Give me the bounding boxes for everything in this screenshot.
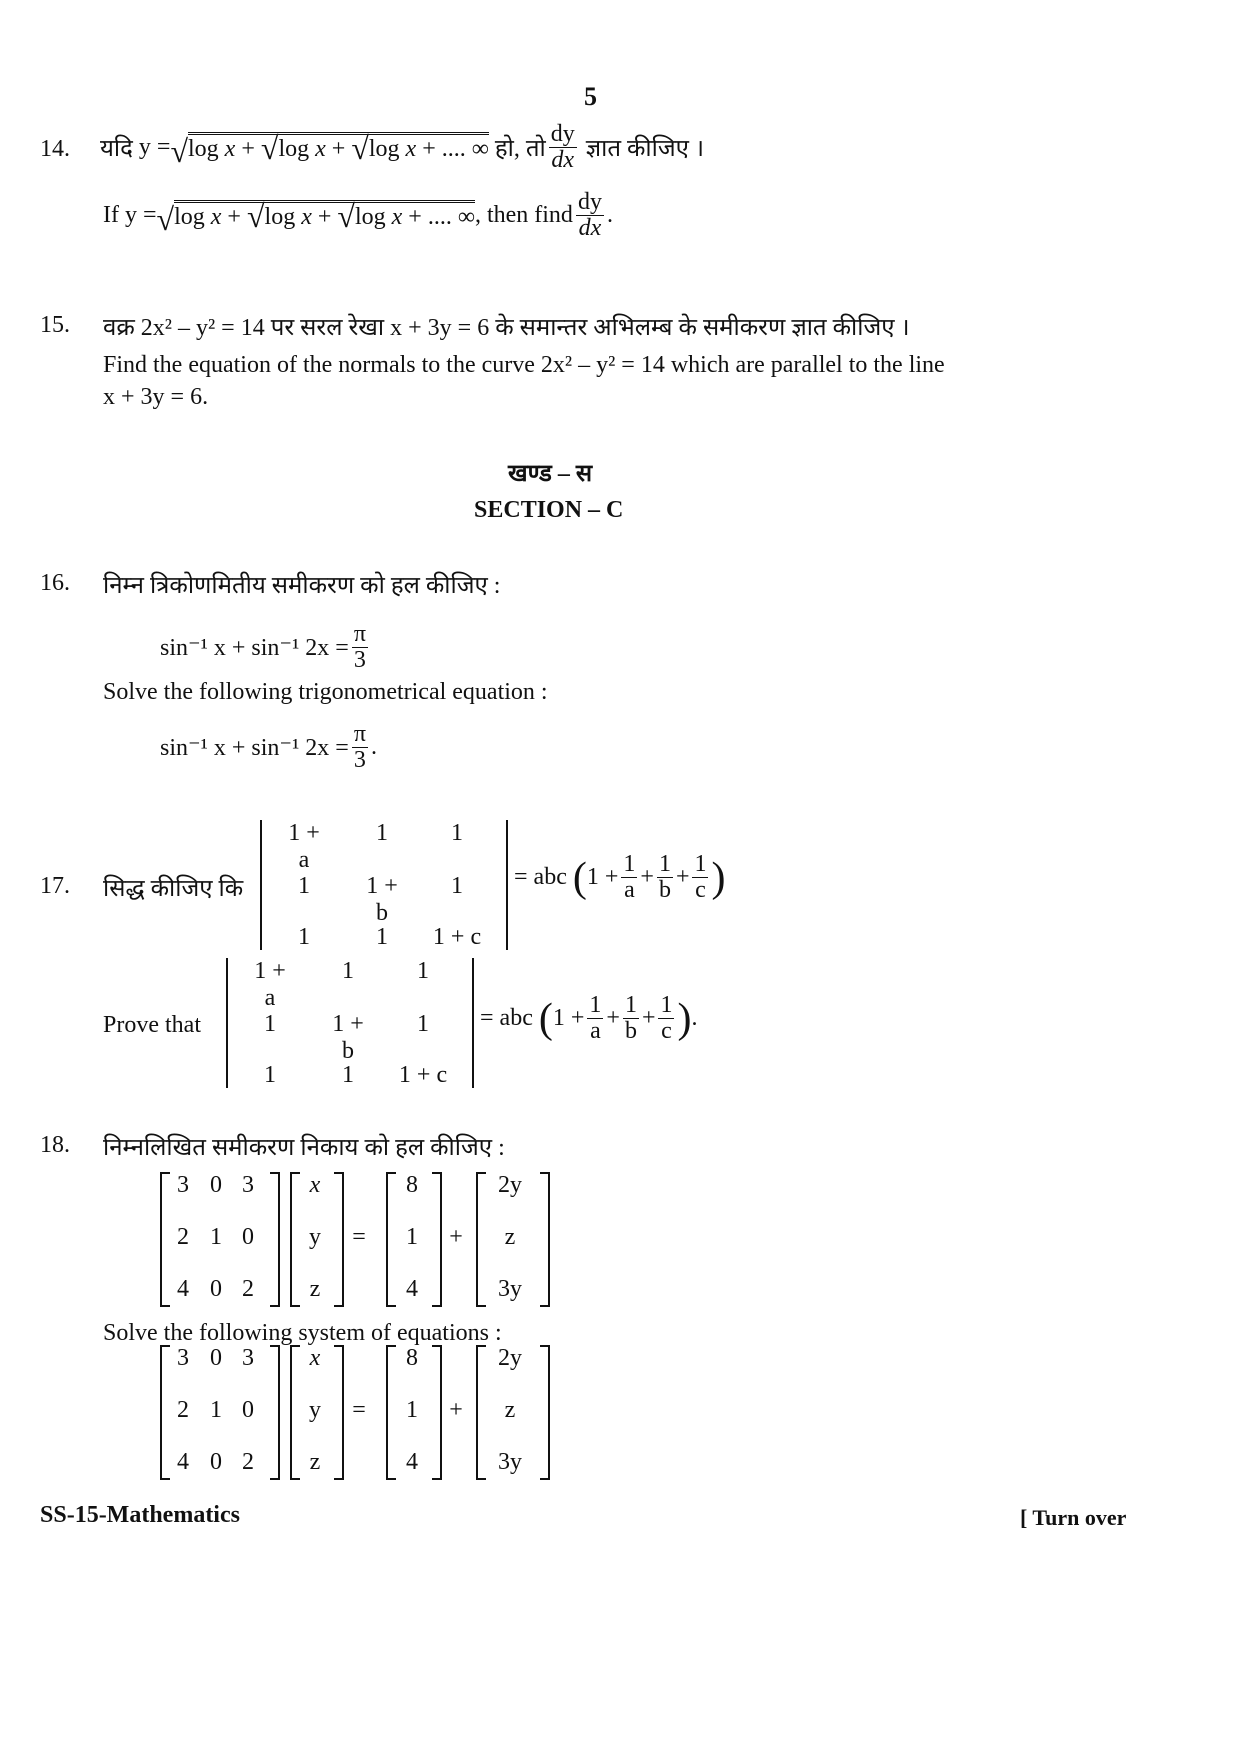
q14-hindi-yadi: यदि (100, 136, 133, 163)
q17-english: Prove that (103, 1012, 201, 1038)
q16-hindi: निम्न त्रिकोणमितीय समीकरण को हल कीजिए : (103, 573, 501, 599)
q17-hindi: सिद्ध कीजिए कि (103, 876, 244, 902)
section-title-hindi: खण्ड – स (508, 461, 593, 487)
section-title: SECTION – C (474, 497, 624, 523)
page-number: 5 (584, 82, 597, 111)
q15-english-line2: x + 3y = 6. (103, 384, 209, 410)
q15-english-line1: Find the equation of the normals to the curve 2x² – y² = 14 which are parallel to the line (103, 352, 945, 378)
q17-rhs-2: = abc ( 1 + $\frac{1}{a}$ + $\frac{1}{b}$ + $\frac{1}{c}$ ) . (480, 992, 698, 1045)
q14-number: 14. (40, 136, 70, 162)
q14-english: If y = √ log x + √log x + √log x + .... ∞ , then find $\frac{dy}{dx}$ . (103, 189, 613, 242)
determinant-2: 1 + a 1 1 1 1 + b 1 1 1 1 + c (226, 958, 476, 1088)
determinant-1: 1 + a 1 1 1 1 + b 1 1 1 1 + c (260, 820, 510, 950)
q16-english: Solve the following trigonometrical equation : (103, 679, 548, 705)
q16-equation-1: sin⁻¹ x + sin⁻¹ 2x = $\frac{\pi}{3}$ (160, 621, 366, 674)
footer-paper-code: SS-15-Mathematics (40, 1502, 240, 1528)
q14-hindi-end: ज्ञात कीजिए । (585, 136, 705, 163)
q18-english: Solve the following system of equations : (103, 1320, 502, 1346)
q17-rhs-1: = abc ( 1 + $\frac{1}{a}$ + $\frac{1}{b}$ + $\frac{1}{c}$ ) (514, 851, 726, 904)
q15-hindi: वक्र 2x² – y² = 14 पर सरल रेखा x + 3y = 6 के समान्तर अभिलम्ब के समीकरण ज्ञात कीजिए । (103, 315, 910, 341)
q14-hindi: यदि y = √ log x + √log x + √log x + .... ∞ हो, तो $\frac{dy}{dx}$ ज्ञात कीजिए । (100, 121, 705, 174)
q18-hindi: निम्नलिखित समीकरण निकाय को हल कीजिए : (103, 1135, 505, 1161)
q14-hindi-tail: हो, तो (494, 136, 546, 163)
footer-turn-over: [ Turn over (1020, 1505, 1127, 1530)
q16-equation-2: sin⁻¹ x + sin⁻¹ 2x = $\frac{\pi}{3}$ . (160, 721, 377, 774)
q16-number: 16. (40, 570, 70, 596)
q18-number: 18. (40, 1132, 70, 1158)
matrix-equation-2: 3 0 3 2 1 0 4 0 2 x y z = 8 1 4 + 2y z 3y (160, 1345, 560, 1480)
q17-number: 17. (40, 873, 70, 899)
matrix-equation-1: 3 0 3 2 1 0 4 0 2 x y z = 8 1 4 + 2y z 3y (160, 1172, 560, 1307)
nested-radical: log x + √log x + √log x + .... ∞ (188, 130, 489, 167)
dy-dx-fraction: $\frac{dy}{dx}$ (550, 121, 575, 174)
q15-number: 15. (40, 312, 70, 338)
